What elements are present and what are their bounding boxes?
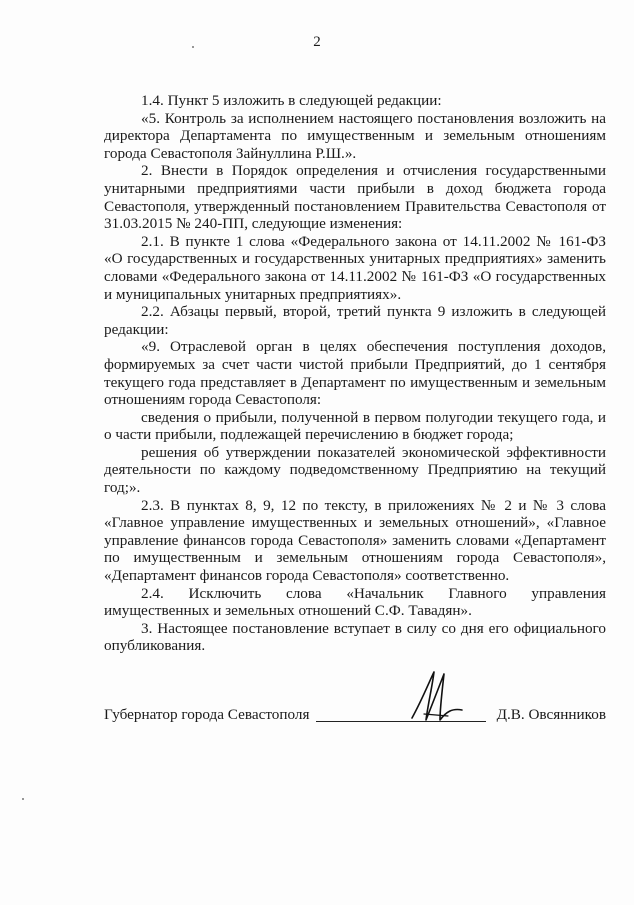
paragraph-2: 2. Внести в Порядок определения и отчисления государственными унитарными предприятиями части прибыли в доход бюджета города Севастополя, утвержденный постановлением Правительства Севастополя от 31.03.2015 № 240-ПП, следующие изменения:	[104, 162, 606, 233]
paragraph-2-3: 2.3. В пунктах 8, 9, 12 по тексту, в приложениях № 2 и № 3 слова «Главное управление имущественных и земельных отношений», «Главное управление финансов города Севастополя» заменить словами «Департамент по имущественным и земельным отношениям города Севастополя», «Департамент финансов города Севастополя» соответственно.	[104, 496, 606, 585]
paragraph-2-1: 2.1. В пункте 1 слова «Федерального закона от 14.11.2002 № 161-ФЗ «О государственных и государственных унитарных предприятиях» заменить словами «Федерального закона от 14.11.2002 № 161-ФЗ «О государственных и муниципальных унитарных предприятиях».	[104, 232, 606, 303]
paragraph-quote-9: «9. Отраслевой орган в целях обеспечения поступления доходов, формируемых за счет части чистой прибыли Предприятий, до 1 сентября текущего года представляет в Департамент по имущественным и земельным отношениям города Севастополя:	[104, 338, 606, 409]
signatory-title: Губернатор города Севастополя	[104, 706, 310, 723]
scan-speck	[192, 46, 194, 48]
signatory-name: Д.В. Овсянников	[496, 706, 606, 723]
paragraph-profit-info: сведения о прибыли, полученной в первом полугодии текущего года, и о части прибыли, подлежащей перечислению в бюджет города;	[104, 408, 606, 444]
paragraph-2-4: 2.4. Исключить слова «Начальник Главного управления имущественных и земельных отношений С.Ф. Тавадян».	[104, 584, 606, 620]
paragraph-efficiency: решения об утверждении показателей экономической эффективности деятельности по каждому подведомственному Предприятию на текущий год;».	[104, 443, 606, 497]
scan-speck	[22, 798, 24, 800]
handwritten-signature	[404, 670, 464, 726]
paragraph-quote-5: «5. Контроль за исполнением настоящего постановления возложить на директора Департамента по имущественным и земельным отношениям города Севастополя Зайнуллина Р.Ш.».	[104, 109, 606, 162]
paragraph-1-4: 1.4. Пункт 5 изложить в следующей редакции:	[141, 92, 442, 109]
page-number: 2	[313, 34, 321, 50]
document-body	[104, 92, 606, 655]
paragraph-3: 3. Настоящее постановление вступает в силу со дня его официального опубликования.	[104, 619, 606, 655]
signature-block	[104, 706, 606, 726]
paragraph-2-2: 2.2. Абзацы первый, второй, третий пункта 9 изложить в следующей редакции:	[104, 303, 606, 338]
